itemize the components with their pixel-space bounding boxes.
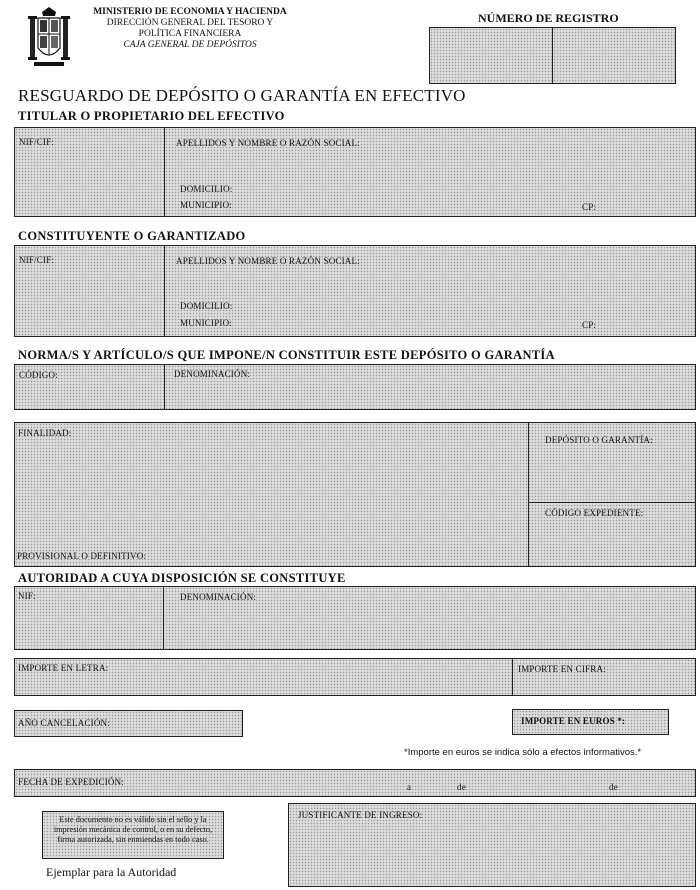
validity-text: Este documento no es válido sin el sello y la impresión mecánica de control, o en su defecto, firma autorizada, sin enmiendas en todo caso. [53,815,213,844]
finalidad-right-divider [528,502,696,503]
titular-cp-label: CP: [582,202,597,212]
constituyente-cp-label: CP: [582,320,597,330]
direction-name: DIRECCIÓN GENERAL DEL TESORO Y [106,18,274,28]
document-title: RESGUARDO DE DEPÓSITO O GARANTÍA EN EFECTIVO [18,86,466,105]
titular-municipio-label: MUNICIPIO: [180,200,233,210]
norma-divider [164,364,165,410]
coat-of-arms-logo [28,6,70,68]
autoridad-box[interactable] [14,586,696,650]
euros-note: *Importe en euros se indica sólo a efectos informativos.* [404,747,642,758]
titular-heading: TITULAR O PROPIETARIO DEL EFECTIVO [18,109,285,123]
finalidad-label: FINALIDAD: [18,428,72,438]
constituyente-apellidos-label: APELLIDOS Y NOMBRE O RAZÓN SOCIAL: [176,256,360,266]
codigo-expediente-label: CÓDIGO EXPEDIENTE: [545,508,644,518]
titular-nif-label: NIF/CIF: [19,137,55,147]
autoridad-heading: AUTORIDAD A CUYA DISPOSICIÓN SE CONSTITUYE [18,571,346,585]
caja-name: CAJA GENERAL DE DEPÓSITOS [123,40,257,50]
constituyente-nif-label: NIF/CIF: [19,255,55,265]
importe-cifra-label: IMPORTE EN CIFRA: [518,664,606,674]
norma-denominacion-label: DENOMINACIÓN: [174,369,251,379]
fecha-label: FECHA DE EXPEDICIÓN: [18,777,125,787]
ejemplar-label: Ejemplar para la Autoridad [46,865,177,879]
norma-box[interactable] [14,364,696,410]
norma-codigo-label: CÓDIGO: [19,370,58,380]
registro-divider [552,27,553,84]
importe-euros-label: IMPORTE EN EUROS *: [521,716,626,726]
constituyente-divider [164,245,165,337]
constituyente-heading: CONSTITUYENTE O GARANTIZADO [18,229,246,243]
registro-label: NÚMERO DE REGISTRO [478,11,619,25]
importe-divider [512,658,513,696]
deposito-label: DEPÓSITO O GARANTÍA: [545,435,653,445]
fecha-a: a [407,782,412,792]
anio-cancelacion-label: AÑO CANCELACIÓN: [18,718,110,728]
fecha-de-2: de [609,782,618,792]
autoridad-divider [163,586,164,650]
titular-domicilio-label: DOMICILIO: [180,184,233,194]
importe-letra-label: IMPORTE EN LETRA: [18,663,109,673]
ministry-block [80,7,300,51]
norma-heading: NORMA/S Y ARTÍCULO/S QUE IMPONE/N CONSTITUIR ESTE DEPÓSITO O GARANTÍA [18,348,555,362]
titular-apellidos-label: APELLIDOS Y NOMBRE O RAZÓN SOCIAL: [176,138,360,148]
autoridad-denominacion-label: DENOMINACIÓN: [180,592,257,602]
fecha-de-1: de [457,782,466,792]
provisional-label: PROVISIONAL O DEFINITIVO: [17,551,147,561]
titular-divider [164,127,165,217]
constituyente-municipio-label: MUNICIPIO: [180,318,233,328]
ministry-name: MINISTERIO DE ECONOMIA Y HACIENDA [93,7,287,17]
justificante-label: JUSTIFICANTE DE INGRESO: [298,810,423,820]
validity-box [42,811,224,859]
finalidad-divider [528,422,529,567]
autoridad-nif-label: NIF: [18,591,36,601]
policy-name: POLÍTICA FINANCIERA [138,29,242,39]
constituyente-domicilio-label: DOMICILIO: [180,301,233,311]
